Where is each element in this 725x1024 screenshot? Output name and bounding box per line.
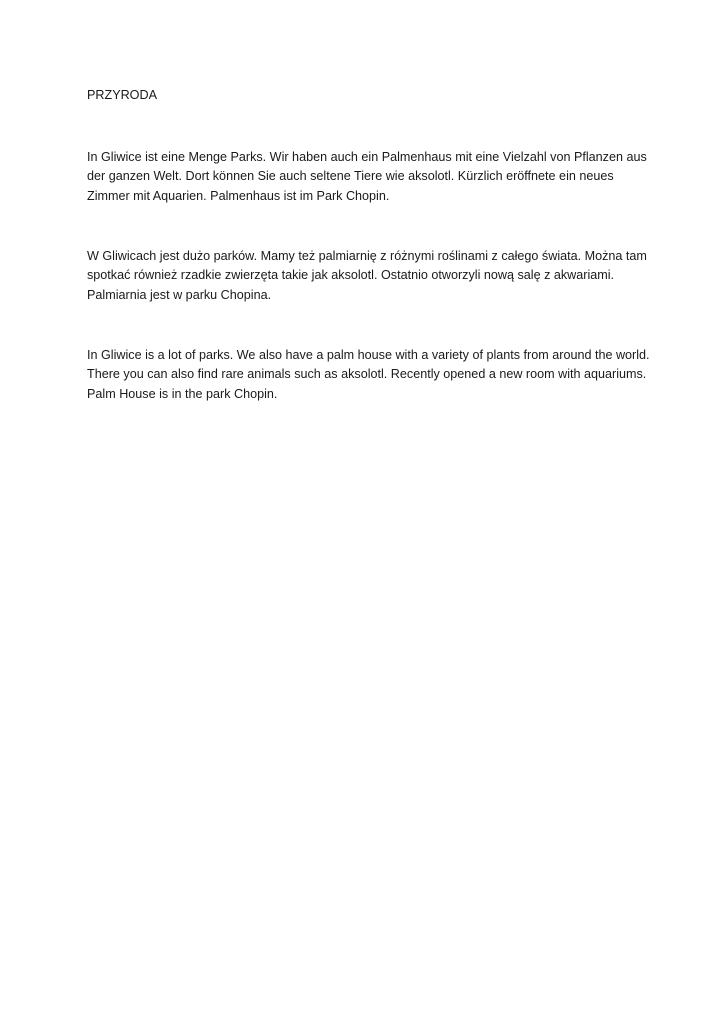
paragraph-line: der ganzen Welt. Dort können Sie auch seltene Tiere wie aksolotl. Kürzlich eröffnete ein neues <box>87 169 614 184</box>
paragraph-line: W Gliwicach jest dużo parków. Mamy też palmiarnię z różnymi roślinami z całego świata. Można tam <box>87 249 647 263</box>
paragraph-line: In Gliwice ist eine Menge Parks. Wir haben auch ein Palmenhaus mit eine Vielzahl von Pflanzen aus <box>87 150 647 164</box>
paragraph-line: Palmiarnia jest w parku Chopina. <box>87 287 272 302</box>
paragraph-german <box>87 148 667 206</box>
paragraph-line: In Gliwice is a lot of parks. We also have a palm house with a variety of plants from around the world. <box>87 348 650 362</box>
paragraph-line: Zimmer mit Aquarien. Palmenhaus ist im Park Chopin. <box>87 188 390 203</box>
paragraph-line: spotkać również rzadkie zwierzęta takie jak aksolotl. Ostatnio otworzyli nową salę z akwariami. <box>87 268 615 283</box>
paragraph-english <box>87 346 667 404</box>
page-title <box>87 86 667 105</box>
paragraph-polish <box>87 247 667 305</box>
paragraph-line: Palm House is in the park Chopin. <box>87 386 278 401</box>
paragraph-line: There you can also find rare animals such as aksolotl. Recently opened a new room with aquariums. <box>87 367 647 382</box>
title-text: PRZYRODA <box>87 88 157 102</box>
